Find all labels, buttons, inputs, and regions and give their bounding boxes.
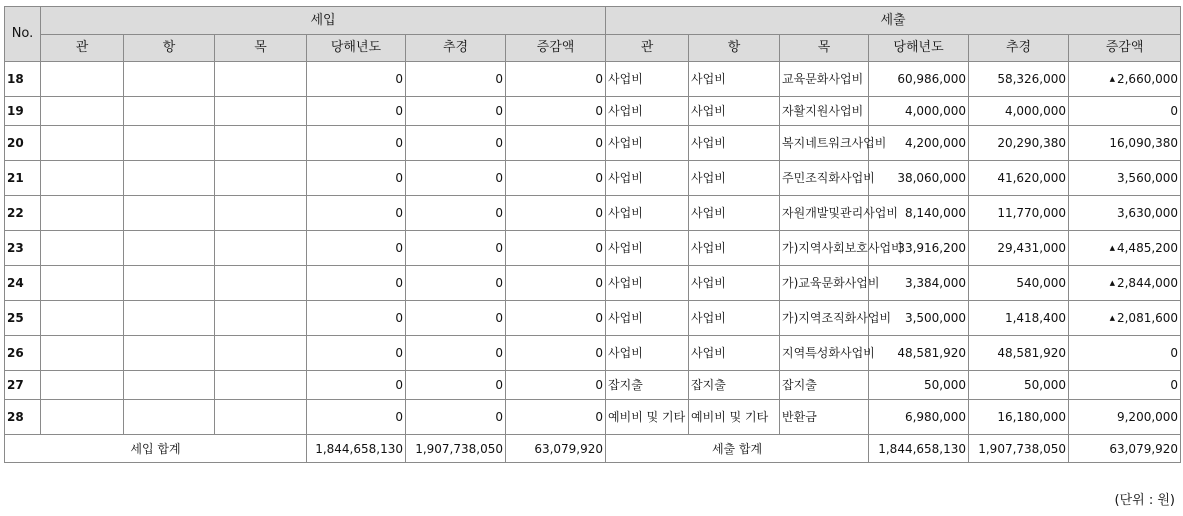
expense-gwan-cell: 사업비 xyxy=(606,126,689,161)
expense-hang-header: 항 xyxy=(689,35,780,62)
expense-current-cell: 6,980,000 xyxy=(869,400,969,435)
expense-hang-cell: 사업비 xyxy=(689,301,780,336)
income-supplementary-cell: 0 xyxy=(406,196,506,231)
expense-group-header: 세출 xyxy=(606,7,1181,35)
income-group-header: 세입 xyxy=(41,7,606,35)
expense-change-cell xyxy=(1069,231,1181,266)
income-supplementary-header: 추경 xyxy=(406,35,506,62)
income-supplementary-cell: 0 xyxy=(406,301,506,336)
expense-supplementary-cell: 1,418,400 xyxy=(969,301,1069,336)
income-hang-cell xyxy=(124,62,215,97)
expense-gwan-cell: 사업비 xyxy=(606,161,689,196)
expense-hang-cell: 사업비 xyxy=(689,266,780,301)
expense-supplementary-cell: 20,290,380 xyxy=(969,126,1069,161)
income-change-cell: 0 xyxy=(506,301,606,336)
expense-mok-header: 목 xyxy=(780,35,869,62)
expense-mok-cell: 가)지역사회보호사업비 xyxy=(780,231,869,266)
totals-row xyxy=(5,435,1181,463)
decrease-triangle-icon: ▲ xyxy=(1109,244,1115,252)
income-change-cell: 0 xyxy=(506,266,606,301)
income-supplementary-cell: 0 xyxy=(406,62,506,97)
expense-mok-cell: 복지네트워크사업비 xyxy=(780,126,869,161)
expense-supplementary-cell: 48,581,920 xyxy=(969,336,1069,371)
expense-gwan-cell: 사업비 xyxy=(606,231,689,266)
income-hang-cell xyxy=(124,161,215,196)
income-gwan-cell xyxy=(41,301,124,336)
income-mok-cell xyxy=(215,336,307,371)
expense-hang-cell: 사업비 xyxy=(689,161,780,196)
income-current-cell: 0 xyxy=(307,336,406,371)
income-current-cell: 0 xyxy=(307,400,406,435)
expense-current-cell: 33,916,200 xyxy=(869,231,969,266)
expense-total-supplementary: 1,907,738,050 xyxy=(969,435,1069,463)
table-row xyxy=(5,196,1181,231)
table-row xyxy=(5,161,1181,196)
table-row xyxy=(5,231,1181,266)
income-supplementary-cell: 0 xyxy=(406,161,506,196)
expense-mok-cell: 주민조직화사업비 xyxy=(780,161,869,196)
no-header: No. xyxy=(5,7,41,62)
unit-note: (단위 : 원) xyxy=(1114,493,1175,508)
income-gwan-cell xyxy=(41,266,124,301)
expense-change-header: 증감액 xyxy=(1069,35,1181,62)
table-body xyxy=(5,62,1181,435)
income-current-cell: 0 xyxy=(307,196,406,231)
expense-hang-cell: 사업비 xyxy=(689,97,780,126)
income-hang-cell xyxy=(124,336,215,371)
income-hang-cell xyxy=(124,301,215,336)
income-mok-cell xyxy=(215,126,307,161)
income-change-cell: 0 xyxy=(506,97,606,126)
income-supplementary-cell: 0 xyxy=(406,97,506,126)
table-row xyxy=(5,301,1181,336)
income-hang-header: 항 xyxy=(124,35,215,62)
row-number: 20 xyxy=(5,126,41,161)
income-mok-cell xyxy=(215,62,307,97)
table-row xyxy=(5,336,1181,371)
expense-change-cell xyxy=(1069,266,1181,301)
income-current-cell: 0 xyxy=(307,62,406,97)
row-number: 25 xyxy=(5,301,41,336)
expense-supplementary-cell: 11,770,000 xyxy=(969,196,1069,231)
expense-change-cell xyxy=(1069,301,1181,336)
income-total-current: 1,844,658,130 xyxy=(307,435,406,463)
row-number: 18 xyxy=(5,62,41,97)
income-mok-cell xyxy=(215,266,307,301)
decrease-triangle-icon: ▲ xyxy=(1109,75,1115,83)
expense-gwan-cell: 잡지출 xyxy=(606,371,689,400)
expense-supplementary-cell: 540,000 xyxy=(969,266,1069,301)
expense-total-label: 세출 합계 xyxy=(606,435,869,463)
change-value: 2,844,000 xyxy=(1116,276,1179,290)
income-mok-cell xyxy=(215,371,307,400)
income-hang-cell xyxy=(124,400,215,435)
change-value: 2,660,000 xyxy=(1116,72,1179,86)
row-number: 28 xyxy=(5,400,41,435)
income-mok-cell xyxy=(215,231,307,266)
income-change-cell: 0 xyxy=(506,231,606,266)
expense-hang-cell: 사업비 xyxy=(689,231,780,266)
income-hang-cell xyxy=(124,231,215,266)
expense-mok-cell: 자활지원사업비 xyxy=(780,97,869,126)
expense-mok-cell: 지역특성화사업비 xyxy=(780,336,869,371)
income-current-cell: 0 xyxy=(307,301,406,336)
expense-hang-cell: 사업비 xyxy=(689,62,780,97)
income-change-cell: 0 xyxy=(506,196,606,231)
budget-table xyxy=(4,6,1181,463)
income-current-cell: 0 xyxy=(307,126,406,161)
expense-mok-cell: 가)지역조직화사업비 xyxy=(780,301,869,336)
expense-hang-cell: 사업비 xyxy=(689,126,780,161)
row-number: 23 xyxy=(5,231,41,266)
expense-gwan-cell: 사업비 xyxy=(606,62,689,97)
expense-change-cell: 16,090,380 xyxy=(1069,126,1181,161)
expense-hang-cell: 잡지출 xyxy=(689,371,780,400)
income-supplementary-cell: 0 xyxy=(406,400,506,435)
table-row xyxy=(5,126,1181,161)
income-hang-cell xyxy=(124,196,215,231)
expense-supplementary-cell: 4,000,000 xyxy=(969,97,1069,126)
expense-current-cell: 4,000,000 xyxy=(869,97,969,126)
income-mok-header: 목 xyxy=(215,35,307,62)
income-hang-cell xyxy=(124,371,215,400)
expense-hang-cell: 사업비 xyxy=(689,196,780,231)
expense-current-cell: 50,000 xyxy=(869,371,969,400)
expense-hang-cell: 예비비 및 기타 xyxy=(689,400,780,435)
income-hang-cell xyxy=(124,126,215,161)
expense-change-cell: 9,200,000 xyxy=(1069,400,1181,435)
income-hang-cell xyxy=(124,97,215,126)
income-mok-cell xyxy=(215,301,307,336)
income-supplementary-cell: 0 xyxy=(406,371,506,400)
expense-supplementary-cell: 58,326,000 xyxy=(969,62,1069,97)
income-total-supplementary: 1,907,738,050 xyxy=(406,435,506,463)
expense-gwan-header: 관 xyxy=(606,35,689,62)
row-number: 19 xyxy=(5,97,41,126)
income-current-cell: 0 xyxy=(307,371,406,400)
income-change-cell: 0 xyxy=(506,336,606,371)
income-current-cell: 0 xyxy=(307,97,406,126)
income-current-cell: 0 xyxy=(307,266,406,301)
decrease-triangle-icon: ▲ xyxy=(1109,314,1115,322)
table-row xyxy=(5,266,1181,301)
income-supplementary-cell: 0 xyxy=(406,336,506,371)
income-supplementary-cell: 0 xyxy=(406,231,506,266)
income-mok-cell xyxy=(215,97,307,126)
expense-gwan-cell: 사업비 xyxy=(606,97,689,126)
income-change-cell: 0 xyxy=(506,126,606,161)
expense-hang-cell: 사업비 xyxy=(689,336,780,371)
expense-current-cell: 3,384,000 xyxy=(869,266,969,301)
income-gwan-header: 관 xyxy=(41,35,124,62)
expense-current-cell: 4,200,000 xyxy=(869,126,969,161)
income-mok-cell xyxy=(215,161,307,196)
expense-gwan-cell: 사업비 xyxy=(606,266,689,301)
expense-change-cell: 3,560,000 xyxy=(1069,161,1181,196)
income-gwan-cell xyxy=(41,400,124,435)
expense-current-cell: 8,140,000 xyxy=(869,196,969,231)
income-change-header: 증감액 xyxy=(506,35,606,62)
decrease-triangle-icon: ▲ xyxy=(1109,279,1115,287)
table-row xyxy=(5,97,1181,126)
income-gwan-cell xyxy=(41,231,124,266)
row-number: 27 xyxy=(5,371,41,400)
table-row xyxy=(5,62,1181,97)
income-change-cell: 0 xyxy=(506,400,606,435)
expense-current-cell: 60,986,000 xyxy=(869,62,969,97)
income-mok-cell xyxy=(215,196,307,231)
expense-supplementary-cell: 50,000 xyxy=(969,371,1069,400)
income-total-change: 63,079,920 xyxy=(506,435,606,463)
expense-gwan-cell: 사업비 xyxy=(606,196,689,231)
row-number: 24 xyxy=(5,266,41,301)
income-gwan-cell xyxy=(41,62,124,97)
expense-supplementary-cell: 41,620,000 xyxy=(969,161,1069,196)
income-supplementary-cell: 0 xyxy=(406,126,506,161)
income-supplementary-cell: 0 xyxy=(406,266,506,301)
income-mok-cell xyxy=(215,400,307,435)
income-change-cell: 0 xyxy=(506,62,606,97)
expense-current-cell: 38,060,000 xyxy=(869,161,969,196)
expense-mok-cell: 가)교육문화사업비 xyxy=(780,266,869,301)
expense-total-current: 1,844,658,130 xyxy=(869,435,969,463)
expense-change-cell: 0 xyxy=(1069,336,1181,371)
income-change-cell: 0 xyxy=(506,371,606,400)
income-gwan-cell xyxy=(41,336,124,371)
expense-current-header: 당해년도 xyxy=(869,35,969,62)
expense-change-cell: 0 xyxy=(1069,371,1181,400)
expense-current-cell: 48,581,920 xyxy=(869,336,969,371)
row-number: 21 xyxy=(5,161,41,196)
expense-mok-cell: 잡지출 xyxy=(780,371,869,400)
table-row xyxy=(5,371,1181,400)
income-total-label: 세입 합계 xyxy=(5,435,307,463)
income-current-header: 당해년도 xyxy=(307,35,406,62)
income-gwan-cell xyxy=(41,371,124,400)
expense-supplementary-cell: 16,180,000 xyxy=(969,400,1069,435)
expense-total-change: 63,079,920 xyxy=(1069,435,1181,463)
expense-gwan-cell: 사업비 xyxy=(606,301,689,336)
income-change-cell: 0 xyxy=(506,161,606,196)
income-gwan-cell xyxy=(41,97,124,126)
income-current-cell: 0 xyxy=(307,231,406,266)
row-number: 22 xyxy=(5,196,41,231)
income-gwan-cell xyxy=(41,126,124,161)
expense-mok-cell: 교육문화사업비 xyxy=(780,62,869,97)
expense-change-cell xyxy=(1069,62,1181,97)
expense-change-cell: 3,630,000 xyxy=(1069,196,1181,231)
expense-change-cell: 0 xyxy=(1069,97,1181,126)
expense-mok-cell: 반환금 xyxy=(780,400,869,435)
income-gwan-cell xyxy=(41,196,124,231)
expense-mok-cell: 자원개발및관리사업비 xyxy=(780,196,869,231)
income-gwan-cell xyxy=(41,161,124,196)
income-current-cell: 0 xyxy=(307,161,406,196)
change-value: 2,081,600 xyxy=(1116,311,1179,325)
row-number: 26 xyxy=(5,336,41,371)
expense-current-cell: 3,500,000 xyxy=(869,301,969,336)
expense-gwan-cell: 예비비 및 기타 xyxy=(606,400,689,435)
expense-gwan-cell: 사업비 xyxy=(606,336,689,371)
income-hang-cell xyxy=(124,266,215,301)
table-row xyxy=(5,400,1181,435)
expense-supplementary-header: 추경 xyxy=(969,35,1069,62)
change-value: 4,485,200 xyxy=(1116,241,1179,255)
expense-supplementary-cell: 29,431,000 xyxy=(969,231,1069,266)
